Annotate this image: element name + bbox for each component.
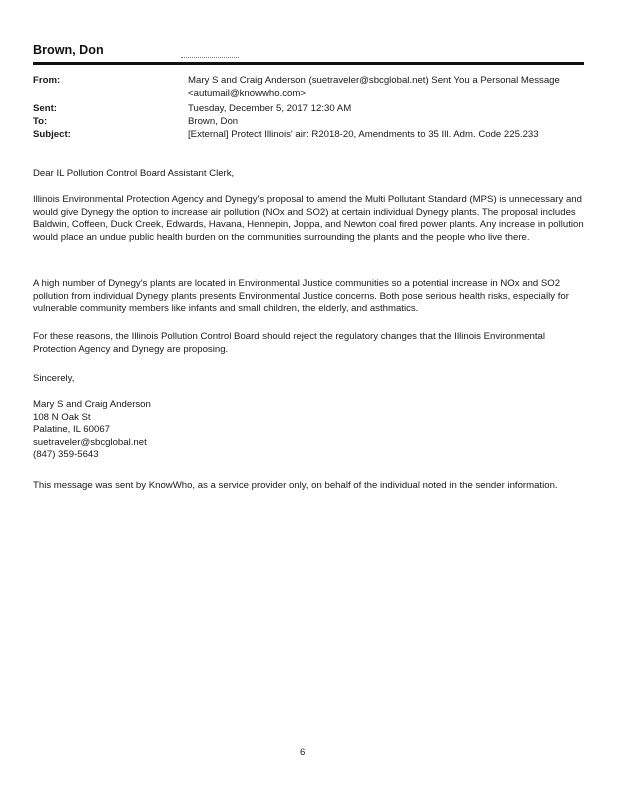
signature-city: Palatine, IL 60067 [33,424,110,436]
body-paragraph-1: Illinois Environmental Protection Agency and Dynegy's proposal to amend the Multi Pollutant Standard (MPS) is unnecessary and would give Dynegy the option to increase air pollution (NOx and SO2) at certain individual Dynegy plants. The proposal includes Baldwin, Coffeen, Duck Creek, Edwards, Havana, Hennepin, Joppa, and Newton coal fired power plants. Any increase in pollution would place an undue public health burden on the communities surrounding the plants and the people who live there. [33,194,584,243]
from-value-line1: Mary S and Craig Anderson (suetraveler@sbcglobal.net) Sent You a Personal Message [188,75,560,86]
closing: Sincerely, [33,373,75,384]
signature-phone: (847) 359-5643 [33,449,99,461]
signature-block [33,399,589,462]
subject-label: Subject: [33,129,71,140]
header-dotted-rule [181,57,239,59]
header-divider [33,62,584,65]
signature-street: 108 N Oak St [33,411,91,423]
subject-value: [External] Protect Illinois' air: R2018-20, Amendments to 35 Ill. Adm. Code 225.233 [188,129,539,140]
page-number: 6 [300,747,306,758]
from-value-line2: <autumail@knowwho.com> [188,88,306,99]
greeting: Dear IL Pollution Control Board Assistant Clerk, [33,168,235,179]
signature-email[interactable]: suetraveler@sbcglobal.net [33,436,147,448]
sent-label: Sent: [33,103,57,114]
sent-value: Tuesday, December 5, 2017 12:30 AM [188,103,352,114]
footer-note: This message was sent by KnowWho, as a service provider only, on behalf of the individual noted in the sender information. [33,480,558,491]
to-value: Brown, Don [188,116,239,127]
body-paragraph-2: A high number of Dynegy's plants are located in Environmental Justice communities so a potential increase in NOx and SO2 pollution from individual Dynegy plants presents Environmental Justice concerns. Both pose serious health risks, especially for vulnerable community members like infants and small children, the elderly, and asthmatics. [33,278,569,315]
to-label: To: [33,116,48,127]
signature-name: Mary S and Craig Anderson [33,399,151,410]
mailbox-owner-name: Brown, Don [33,43,104,57]
body-paragraph-3: For these reasons, the Illinois Pollution Control Board should reject the regulatory changes that the Illinois Environmental Protection Agency and Dynegy are proposing. [33,331,545,355]
from-label: From: [33,75,61,86]
